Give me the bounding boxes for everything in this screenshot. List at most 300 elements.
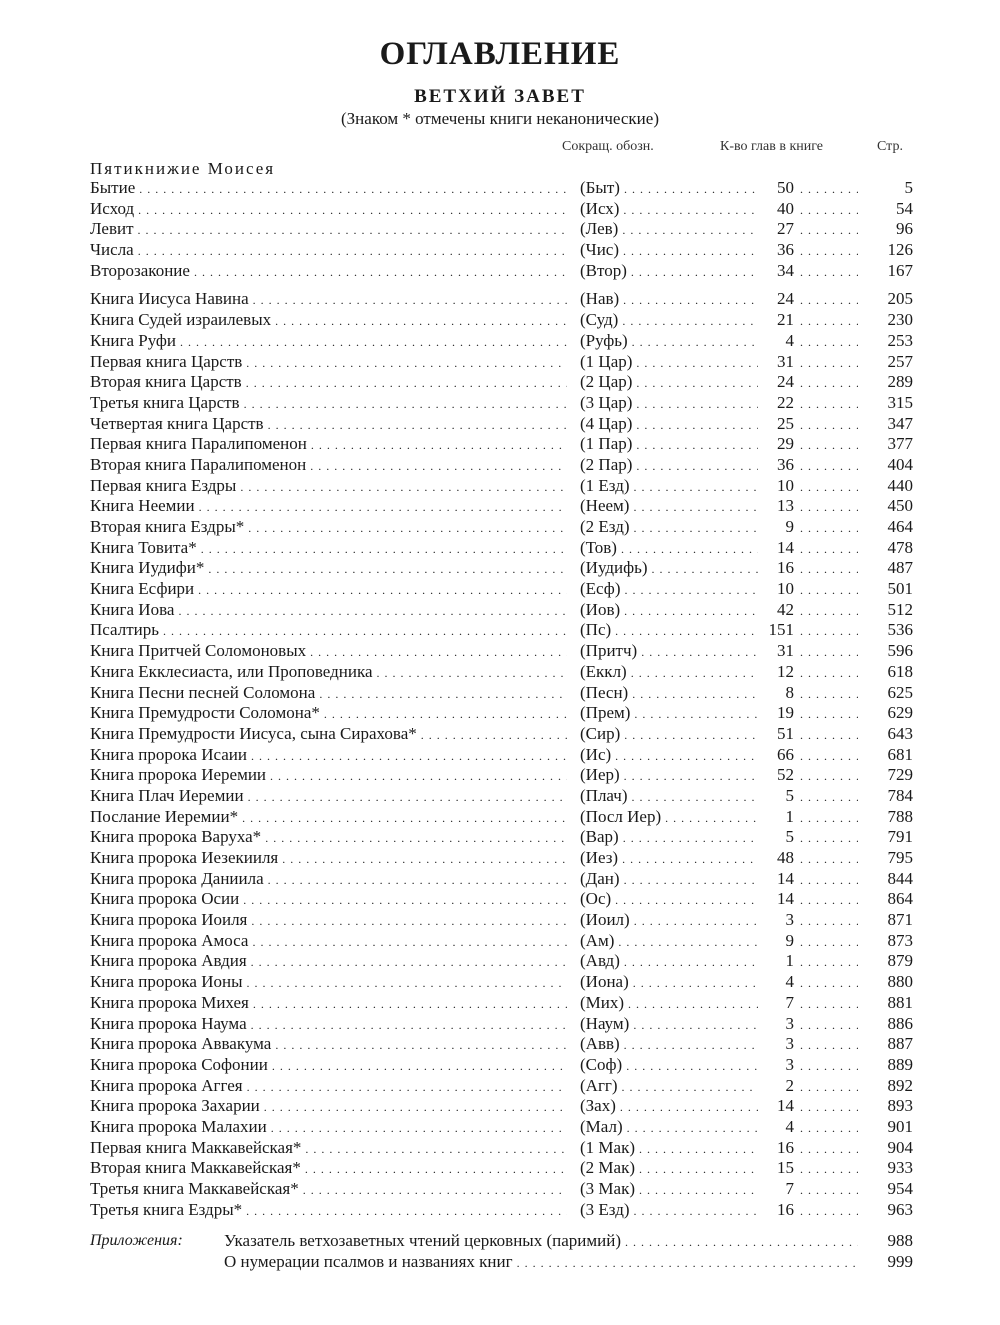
table-row bbox=[0, 786, 1000, 807]
book-page: 315 bbox=[887, 392, 913, 412]
book-abbr: (Исх) . . . bbox=[580, 199, 758, 221]
appendix-item-page: 988 bbox=[887, 1231, 913, 1250]
book-name: Третья книга Царств . . . bbox=[90, 393, 567, 415]
leader-dots bbox=[800, 993, 858, 1015]
book-chapters: 3 bbox=[785, 910, 794, 930]
book-page: 892 bbox=[887, 1075, 913, 1095]
table-row bbox=[0, 683, 1000, 704]
leader-dots bbox=[800, 1014, 858, 1036]
book-name: Книга Притчей Соломоновых . . . bbox=[90, 641, 567, 663]
leader-dots bbox=[800, 240, 858, 262]
book-chapters: 14 bbox=[777, 537, 794, 557]
book-name: Книга Премудрости Иисуса, сына Сирахова* . . . bbox=[90, 724, 567, 746]
leader-dots bbox=[800, 455, 858, 477]
book-name: Книга пророка Софонии . . . bbox=[90, 1055, 567, 1077]
table-row bbox=[0, 807, 1000, 828]
book-page: 478 bbox=[887, 537, 913, 557]
book-page: 795 bbox=[887, 848, 913, 867]
book-page: 487 bbox=[887, 558, 913, 578]
book-chapters: 16 bbox=[777, 558, 794, 578]
leader-dots bbox=[800, 199, 858, 221]
book-chapters: 1 bbox=[785, 806, 794, 826]
book-abbr: (Иона) . . . bbox=[580, 972, 758, 994]
book-name: Книга Екклесиаста, или Проповедника . . . bbox=[90, 662, 567, 684]
table-row bbox=[0, 219, 1000, 240]
leader-dots bbox=[800, 1034, 858, 1056]
noncanonical-note: (Знаком * отмечены книги неканонические) bbox=[341, 109, 659, 128]
section-subtitle: ВЕТХИЙ ЗАВЕТ bbox=[414, 86, 586, 107]
book-chapters: 4 bbox=[785, 330, 794, 350]
book-page: 347 bbox=[887, 413, 913, 433]
book-abbr: (Иудифь) . . . bbox=[580, 558, 758, 580]
table-row bbox=[0, 240, 1000, 261]
table-row bbox=[0, 352, 1000, 373]
book-chapters: 48 bbox=[777, 848, 794, 867]
book-abbr: (1 Цар) . . . bbox=[580, 352, 758, 374]
book-abbr: (Зах) . . . bbox=[580, 1096, 758, 1118]
book-chapters: 15 bbox=[777, 1158, 794, 1178]
table-row bbox=[0, 476, 1000, 497]
leader-dots bbox=[800, 434, 858, 456]
table-row bbox=[0, 1055, 1000, 1076]
book-chapters: 1 bbox=[785, 951, 794, 971]
book-page: 871 bbox=[887, 910, 913, 930]
book-name: Книга Судей израилевых . . . bbox=[90, 310, 567, 332]
book-chapters: 5 bbox=[785, 785, 794, 805]
leader-dots bbox=[800, 1138, 858, 1160]
book-name: Книга Песни песней Соломона . . . bbox=[90, 683, 567, 705]
table-row bbox=[0, 1179, 1000, 1200]
table-row bbox=[0, 1034, 1000, 1055]
table-row bbox=[0, 662, 1000, 683]
table-row bbox=[0, 199, 1000, 220]
table-row bbox=[0, 1117, 1000, 1138]
book-name: Бытие . . . bbox=[90, 178, 567, 200]
book-page: 253 bbox=[887, 330, 913, 350]
book-chapters: 40 bbox=[777, 198, 794, 218]
book-chapters: 16 bbox=[777, 1199, 794, 1219]
book-chapters: 24 bbox=[777, 289, 794, 309]
leader-dots bbox=[800, 683, 858, 705]
book-abbr: (2 Пар) . . . bbox=[580, 455, 758, 477]
book-name: Книга пророка Иезекииля . . . bbox=[90, 848, 567, 870]
leader-dots bbox=[800, 910, 858, 932]
book-chapters: 14 bbox=[777, 868, 794, 888]
table-row bbox=[0, 517, 1000, 538]
leader-dots bbox=[800, 178, 858, 200]
column-header-chapters: К-во глав в книге bbox=[720, 139, 824, 154]
book-abbr: (Иоил) . . . bbox=[580, 910, 758, 932]
table-row bbox=[0, 496, 1000, 517]
book-abbr: (Тов) . . . bbox=[580, 538, 758, 560]
book-abbr: (Притч) . . . bbox=[580, 641, 758, 663]
book-chapters: 66 bbox=[777, 744, 794, 764]
appendix-item-page: 999 bbox=[887, 1252, 913, 1271]
leader-dots bbox=[800, 219, 858, 241]
book-name: Третья книга Ездры* . . . bbox=[90, 1200, 567, 1222]
table-row bbox=[0, 455, 1000, 476]
book-page: 54 bbox=[896, 198, 913, 218]
table-row bbox=[0, 393, 1000, 414]
book-chapters: 4 bbox=[785, 1116, 794, 1136]
book-page: 864 bbox=[887, 889, 913, 909]
leader-dots bbox=[800, 724, 858, 746]
table-row bbox=[0, 972, 1000, 993]
book-chapters: 9 bbox=[785, 517, 794, 536]
book-page: 5 bbox=[904, 178, 913, 197]
leader-dots bbox=[800, 261, 858, 283]
book-abbr: (Мал) . . . bbox=[580, 1117, 758, 1139]
book-page: 126 bbox=[887, 240, 913, 260]
book-name: Исход . . . bbox=[90, 199, 567, 221]
book-page: 963 bbox=[887, 1199, 913, 1219]
book-chapters: 21 bbox=[777, 310, 794, 330]
leader-dots bbox=[800, 1055, 858, 1077]
book-chapters: 42 bbox=[777, 599, 794, 619]
book-page: 643 bbox=[887, 723, 913, 743]
appendix-row bbox=[0, 1230, 1000, 1251]
book-chapters: 8 bbox=[785, 682, 794, 702]
book-abbr: (3 Цар) . . . bbox=[580, 393, 758, 415]
book-name: Книга пророка Захарии . . . bbox=[90, 1096, 567, 1118]
book-abbr: (Неем) . . . bbox=[580, 496, 758, 518]
book-chapters: 2 bbox=[785, 1075, 794, 1095]
book-page: 887 bbox=[887, 1034, 913, 1054]
book-chapters: 25 bbox=[777, 413, 794, 433]
leader-dots bbox=[800, 869, 858, 891]
book-chapters: 13 bbox=[777, 496, 794, 516]
leader-dots bbox=[800, 620, 858, 642]
book-page: 596 bbox=[887, 641, 913, 661]
book-chapters: 29 bbox=[777, 434, 794, 454]
book-name: Книга пророка Аггея . . . bbox=[90, 1076, 567, 1098]
book-chapters: 14 bbox=[777, 1096, 794, 1116]
book-abbr: (3 Мак) . . . bbox=[580, 1179, 758, 1201]
leader-dots bbox=[800, 972, 858, 994]
leader-dots bbox=[800, 807, 858, 829]
book-chapters: 3 bbox=[785, 1013, 794, 1033]
book-chapters: 12 bbox=[777, 661, 794, 681]
book-page: 450 bbox=[887, 496, 913, 516]
book-name: Псалтирь . . . bbox=[90, 620, 567, 642]
book-page: 629 bbox=[887, 703, 913, 723]
book-page: 464 bbox=[887, 517, 913, 536]
column-header-page: Стр. bbox=[877, 139, 903, 154]
book-page: 844 bbox=[887, 868, 913, 888]
book-page: 230 bbox=[887, 310, 913, 330]
book-chapters: 22 bbox=[777, 392, 794, 412]
book-chapters: 27 bbox=[777, 219, 794, 239]
book-name: Книга Товита* . . . bbox=[90, 538, 567, 560]
book-abbr: (2 Цар) . . . bbox=[580, 372, 758, 394]
book-name: Первая книга Ездры . . . bbox=[90, 476, 567, 498]
book-chapters: 7 bbox=[785, 1179, 794, 1198]
table-row bbox=[0, 620, 1000, 641]
book-abbr: (Песн) . . . bbox=[580, 683, 758, 705]
table-row bbox=[0, 414, 1000, 435]
book-chapters: 3 bbox=[785, 1034, 794, 1054]
leader-dots bbox=[800, 1200, 858, 1222]
book-page: 889 bbox=[887, 1054, 913, 1074]
leader-dots bbox=[800, 414, 858, 436]
book-abbr: (Прем) . . . bbox=[580, 703, 758, 725]
book-abbr: (Чис) . . . bbox=[580, 240, 758, 262]
table-row bbox=[0, 951, 1000, 972]
book-name: Книга Есфири . . . bbox=[90, 579, 567, 601]
table-row bbox=[0, 331, 1000, 352]
book-name: Числа . . . bbox=[90, 240, 567, 262]
book-chapters: 36 bbox=[777, 454, 794, 474]
book-page: 167 bbox=[887, 260, 913, 280]
appendix-row bbox=[0, 1251, 1000, 1272]
book-page: 904 bbox=[887, 1137, 913, 1157]
book-name: Книга пророка Исаии . . . bbox=[90, 745, 567, 767]
table-row bbox=[0, 931, 1000, 952]
table-row bbox=[0, 1138, 1000, 1159]
table-row bbox=[0, 261, 1000, 282]
appendix-item-name: О нумерации псалмов и названиях книг . . . bbox=[224, 1251, 858, 1274]
book-abbr: (Еккл) . . . bbox=[580, 662, 758, 684]
book-name: Книга пророка Михея . . . bbox=[90, 993, 567, 1015]
table-row bbox=[0, 372, 1000, 393]
book-abbr: (Плач) . . . bbox=[580, 786, 758, 808]
book-chapters: 7 bbox=[785, 992, 794, 1012]
book-abbr: (2 Езд) . . . bbox=[580, 517, 758, 539]
book-name: Книга пророка Малахии . . . bbox=[90, 1117, 567, 1139]
book-page: 501 bbox=[887, 579, 913, 599]
book-page: 893 bbox=[887, 1096, 913, 1116]
table-row bbox=[0, 1096, 1000, 1117]
leader-dots bbox=[800, 931, 858, 953]
book-page: 788 bbox=[887, 806, 913, 826]
section-title-pentateuch: Пятикнижие Моисея bbox=[90, 159, 276, 178]
book-name: Второзаконие . . . bbox=[90, 261, 567, 283]
book-abbr: (Ис) . . . bbox=[580, 745, 758, 767]
book-name: Книга пророка Иоиля . . . bbox=[90, 910, 567, 932]
table-row bbox=[0, 558, 1000, 579]
table-row bbox=[0, 703, 1000, 724]
table-row bbox=[0, 869, 1000, 890]
leader-dots bbox=[800, 352, 858, 374]
book-name: Третья книга Маккавейская* . . . bbox=[90, 1179, 567, 1201]
leader-dots bbox=[800, 1179, 858, 1201]
table-row bbox=[0, 993, 1000, 1014]
book-page: 681 bbox=[887, 744, 913, 764]
book-abbr: (Быт) . . . bbox=[580, 178, 758, 200]
leader-dots bbox=[800, 289, 858, 311]
book-name: Книга Иова . . . bbox=[90, 600, 567, 622]
book-page: 440 bbox=[887, 475, 913, 495]
book-name: Книга Иисуса Навина . . . bbox=[90, 289, 567, 311]
table-row bbox=[0, 1014, 1000, 1035]
appendix-item-name: Указатель ветхозаветных чтений церковных (паримий) . . . bbox=[224, 1230, 858, 1253]
book-name: Книга пророка Ионы . . . bbox=[90, 972, 567, 994]
book-chapters: 151 bbox=[768, 620, 794, 640]
leader-dots bbox=[800, 517, 858, 539]
table-row bbox=[0, 641, 1000, 662]
book-page: 289 bbox=[887, 372, 913, 392]
table-row bbox=[0, 434, 1000, 455]
leader-dots bbox=[800, 1158, 858, 1180]
book-abbr: (4 Цар) . . . bbox=[580, 414, 758, 436]
book-abbr: (1 Езд) . . . bbox=[580, 476, 758, 498]
book-name: Книга пророка Даниила . . . bbox=[90, 869, 567, 891]
book-chapters: 10 bbox=[777, 475, 794, 495]
leader-dots bbox=[800, 1076, 858, 1098]
toc-list bbox=[0, 178, 1000, 1220]
book-name: Левит . . . bbox=[90, 219, 567, 241]
book-page: 784 bbox=[887, 785, 913, 805]
book-abbr: (Руфь) . . . bbox=[580, 331, 758, 353]
book-abbr: (Авд) . . . bbox=[580, 951, 758, 973]
book-name: Вторая книга Маккавейская* . . . bbox=[90, 1158, 567, 1180]
leader-dots bbox=[800, 745, 858, 767]
book-abbr: (Сир) . . . bbox=[580, 724, 758, 746]
book-page: 954 bbox=[887, 1179, 913, 1198]
leader-dots bbox=[800, 579, 858, 601]
book-name: Книга Премудрости Соломона* . . . bbox=[90, 703, 567, 725]
table-row bbox=[0, 745, 1000, 766]
book-page: 881 bbox=[887, 992, 913, 1012]
book-abbr: (Есф) . . . bbox=[580, 579, 758, 601]
book-abbr: (Иов) . . . bbox=[580, 600, 758, 622]
book-page: 377 bbox=[887, 434, 913, 454]
book-chapters: 34 bbox=[777, 260, 794, 280]
book-abbr: (Дан) . . . bbox=[580, 869, 758, 891]
leader-dots bbox=[800, 786, 858, 808]
leader-dots bbox=[800, 662, 858, 684]
book-name: Книга пророка Варуха* . . . bbox=[90, 827, 567, 849]
book-page: 404 bbox=[887, 454, 913, 474]
leader-dots bbox=[800, 393, 858, 415]
book-page: 933 bbox=[887, 1158, 913, 1178]
table-row bbox=[0, 765, 1000, 786]
table-row bbox=[0, 848, 1000, 869]
leader-dots bbox=[800, 538, 858, 560]
book-chapters: 50 bbox=[777, 178, 794, 197]
book-page: 886 bbox=[887, 1013, 913, 1033]
table-row bbox=[0, 289, 1000, 310]
book-abbr: (Ос) . . . bbox=[580, 889, 758, 911]
book-chapters: 16 bbox=[777, 1137, 794, 1157]
book-chapters: 51 bbox=[777, 723, 794, 743]
book-page: 729 bbox=[887, 765, 913, 785]
book-page: 536 bbox=[887, 620, 913, 640]
book-page: 901 bbox=[887, 1116, 913, 1136]
book-name: Книга пророка Иеремии . . . bbox=[90, 765, 567, 787]
book-page: 618 bbox=[887, 661, 913, 681]
book-abbr: (Наум) . . . bbox=[580, 1014, 758, 1036]
leader-dots bbox=[800, 476, 858, 498]
leader-dots bbox=[800, 1117, 858, 1139]
table-row bbox=[0, 1200, 1000, 1221]
book-page: 879 bbox=[887, 951, 913, 971]
book-name: Вторая книга Царств . . . bbox=[90, 372, 567, 394]
book-abbr: (Иез) . . . bbox=[580, 848, 758, 870]
table-row bbox=[0, 827, 1000, 848]
book-name: Первая книга Маккавейская* . . . bbox=[90, 1138, 567, 1160]
leader-dots bbox=[800, 1096, 858, 1118]
book-abbr: (Пс) . . . bbox=[580, 620, 758, 642]
book-name: Книга Неемии . . . bbox=[90, 496, 567, 518]
book-chapters: 52 bbox=[777, 765, 794, 785]
book-page: 512 bbox=[887, 599, 913, 619]
book-name: Книга Плач Иеремии . . . bbox=[90, 786, 567, 808]
book-name: Книга пророка Авдия . . . bbox=[90, 951, 567, 973]
appendix bbox=[0, 1230, 1000, 1272]
leader-dots bbox=[800, 372, 858, 394]
table-row bbox=[0, 579, 1000, 600]
book-abbr: (1 Пар) . . . bbox=[580, 434, 758, 456]
book-page: 96 bbox=[896, 219, 913, 239]
book-abbr: (3 Езд) . . . bbox=[580, 1200, 758, 1222]
book-abbr: (Лев) . . . bbox=[580, 219, 758, 241]
leader-dots bbox=[800, 827, 858, 849]
leader-dots bbox=[800, 951, 858, 973]
leader-dots bbox=[800, 703, 858, 725]
book-page: 257 bbox=[887, 351, 913, 371]
book-chapters: 19 bbox=[777, 703, 794, 723]
book-chapters: 5 bbox=[785, 827, 794, 847]
book-chapters: 24 bbox=[777, 372, 794, 392]
book-name: Первая книга Паралипоменон . . . bbox=[90, 434, 567, 456]
book-name: Книга пророка Аввакума . . . bbox=[90, 1034, 567, 1056]
book-abbr: (Суд) . . . bbox=[580, 310, 758, 332]
appendix-label: Приложения: bbox=[90, 1232, 183, 1249]
table-row bbox=[0, 310, 1000, 331]
table-row bbox=[0, 724, 1000, 745]
book-name: Книга Иудифи* . . . bbox=[90, 558, 567, 580]
book-chapters: 31 bbox=[777, 641, 794, 661]
book-page: 205 bbox=[887, 289, 913, 309]
book-name: Вторая книга Ездры* . . . bbox=[90, 517, 567, 539]
book-chapters: 14 bbox=[777, 889, 794, 909]
book-chapters: 10 bbox=[777, 579, 794, 599]
book-name: Послание Иеремии* . . . bbox=[90, 807, 567, 829]
leader-dots bbox=[800, 765, 858, 787]
book-abbr: (Иер) . . . bbox=[580, 765, 758, 787]
table-row bbox=[0, 910, 1000, 931]
book-abbr: (Посл Иер) . . . bbox=[580, 807, 758, 829]
book-abbr: (Соф) . . . bbox=[580, 1055, 758, 1077]
table-row bbox=[0, 178, 1000, 199]
leader-dots bbox=[800, 600, 858, 622]
page-title: ОГЛАВЛЕНИЕ bbox=[379, 36, 621, 72]
table-row bbox=[0, 600, 1000, 621]
book-name: Книга пророка Наума . . . bbox=[90, 1014, 567, 1036]
book-abbr: (Мих) . . . bbox=[580, 993, 758, 1015]
book-abbr: (Нав) . . . bbox=[580, 289, 758, 311]
book-name: Книга Руфи . . . bbox=[90, 331, 567, 353]
leader-dots bbox=[800, 848, 858, 870]
book-chapters: 4 bbox=[785, 972, 794, 992]
book-name: Первая книга Царств . . . bbox=[90, 352, 567, 374]
book-name: Вторая книга Паралипоменон . . . bbox=[90, 455, 567, 477]
book-abbr: (Агг) . . . bbox=[580, 1076, 758, 1098]
book-page: 625 bbox=[887, 682, 913, 702]
leader-dots bbox=[800, 641, 858, 663]
book-name: Четвертая книга Царств . . . bbox=[90, 414, 567, 436]
column-header-abbr: Сокращ. обозн. bbox=[562, 139, 654, 154]
book-abbr: (1 Мак) . . . bbox=[580, 1138, 758, 1160]
book-abbr: (Вар) . . . bbox=[580, 827, 758, 849]
table-row bbox=[0, 538, 1000, 559]
book-abbr: (Авв) . . . bbox=[580, 1034, 758, 1056]
leader-dots bbox=[800, 558, 858, 580]
book-name: Книга пророка Амоса . . . bbox=[90, 931, 567, 953]
leader-dots bbox=[800, 889, 858, 911]
book-abbr: (Втор) . . . bbox=[580, 261, 758, 283]
